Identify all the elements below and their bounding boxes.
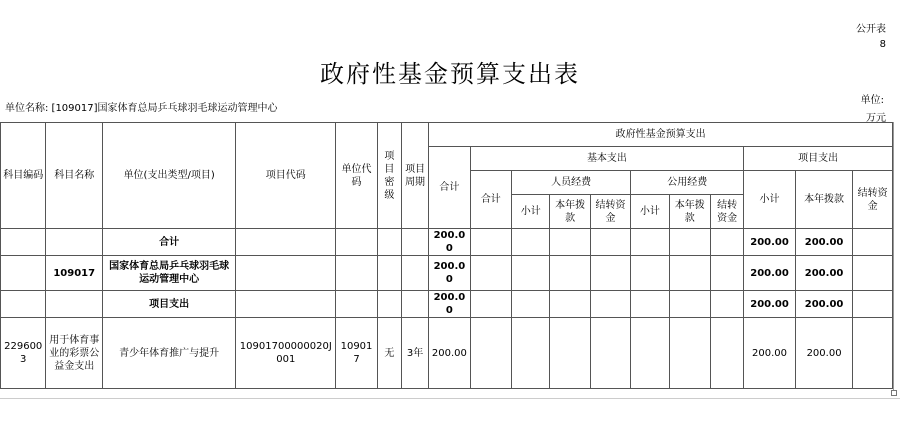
cell-unit: 项目支出: [103, 291, 236, 318]
col-unit: 单位(支出类型/项目): [103, 123, 236, 229]
table-row: [1, 291, 893, 318]
table-row: [1, 229, 893, 256]
cell-total: 200.00: [429, 256, 470, 291]
cell-total: 200.00: [429, 318, 470, 389]
cell-total: 200.00: [429, 291, 470, 318]
col-unit-code: 单位代码: [336, 123, 377, 229]
page-edge-divider: [893, 122, 894, 390]
col-project-carryover: 结转资金: [853, 171, 893, 229]
cell-secret: [377, 256, 401, 291]
bottom-area: [0, 398, 900, 444]
col-group-title: 政府性基金预算支出: [429, 123, 893, 147]
col-total: 合计: [429, 147, 470, 229]
col-basic-total: 合计: [470, 171, 511, 229]
col-subject-code: 科目编码: [1, 123, 46, 229]
cell-unit-code: [336, 256, 377, 291]
cell-code: [1, 229, 46, 256]
cell-project-subtotal: 200.00: [744, 229, 796, 256]
col-project-code: 项目代码: [236, 123, 336, 229]
col-personnel-subtotal: 小计: [512, 195, 550, 229]
col-project-subtotal: 小计: [744, 171, 796, 229]
cell-code: 2296003: [1, 318, 46, 389]
cell-project-code: [236, 256, 336, 291]
unit-label: 单位:: [860, 95, 884, 106]
cell-secret: [377, 229, 401, 256]
cell-code: [1, 256, 46, 291]
cell-code: [1, 291, 46, 318]
col-public-carryover: 结转资金: [710, 195, 743, 229]
public-table-tag: 公开表: [856, 24, 886, 35]
cell-cycle: [401, 256, 428, 291]
cell-unit: 合计: [103, 229, 236, 256]
col-public: 公用经费: [631, 171, 744, 195]
col-basic: 基本支出: [470, 147, 744, 171]
cell-unit: 青少年体育推广与提升: [103, 318, 236, 389]
cell-cycle: 3年: [401, 318, 428, 389]
unit-name: 单位名称: [109017]国家体育总局乒乓球羽毛球运动管理中心: [5, 103, 278, 114]
cell-project-code: [236, 229, 336, 256]
cell-name: 用于体育事业的彩票公益金支出: [46, 318, 103, 389]
col-personnel-this-year: 本年拨款: [550, 195, 590, 229]
cell-project-code: 10901700000020J001: [236, 318, 336, 389]
cell-project-this-year: 200.00: [795, 229, 853, 256]
cell-cycle: [401, 291, 428, 318]
resize-handle[interactable]: [891, 390, 897, 396]
cell-name: [46, 229, 103, 256]
cell-name: 109017: [46, 256, 103, 291]
table-number: 8: [879, 39, 886, 50]
cell-project-this-year: 200.00: [795, 291, 853, 318]
cell-name: [46, 291, 103, 318]
cell-project-subtotal: 200.00: [744, 318, 796, 389]
page-title: 政府性基金预算支出表: [320, 60, 580, 88]
unit-value: 万元: [866, 113, 886, 124]
cell-unit: 国家体育总局乒乓球羽毛球运动管理中心: [103, 256, 236, 291]
col-personnel: 人员经费: [512, 171, 631, 195]
col-project: 项目支出: [744, 147, 893, 171]
cell-total: 200.00: [429, 229, 470, 256]
cell-secret: [377, 291, 401, 318]
col-personnel-carryover: 结转资金: [590, 195, 630, 229]
col-project-secret: 项目密级: [377, 123, 401, 229]
col-public-this-year: 本年拨款: [669, 195, 710, 229]
cell-unit-code: 109017: [336, 318, 377, 389]
cell-secret: 无: [377, 318, 401, 389]
budget-table: [0, 122, 893, 389]
cell-project-subtotal: 200.00: [744, 256, 796, 291]
col-project-this-year: 本年拨款: [795, 171, 853, 229]
col-subject-name: 科目名称: [46, 123, 103, 229]
cell-unit-code: [336, 229, 377, 256]
cell-project-subtotal: 200.00: [744, 291, 796, 318]
cell-project-this-year: 200.00: [795, 256, 853, 291]
cell-project-code: [236, 291, 336, 318]
cell-cycle: [401, 229, 428, 256]
cell-unit-code: [336, 291, 377, 318]
table-row: [1, 256, 893, 291]
table-row: [1, 318, 893, 389]
col-public-subtotal: 小计: [631, 195, 669, 229]
cell-project-this-year: 200.00: [795, 318, 853, 389]
col-project-cycle: 项目周期: [401, 123, 428, 229]
